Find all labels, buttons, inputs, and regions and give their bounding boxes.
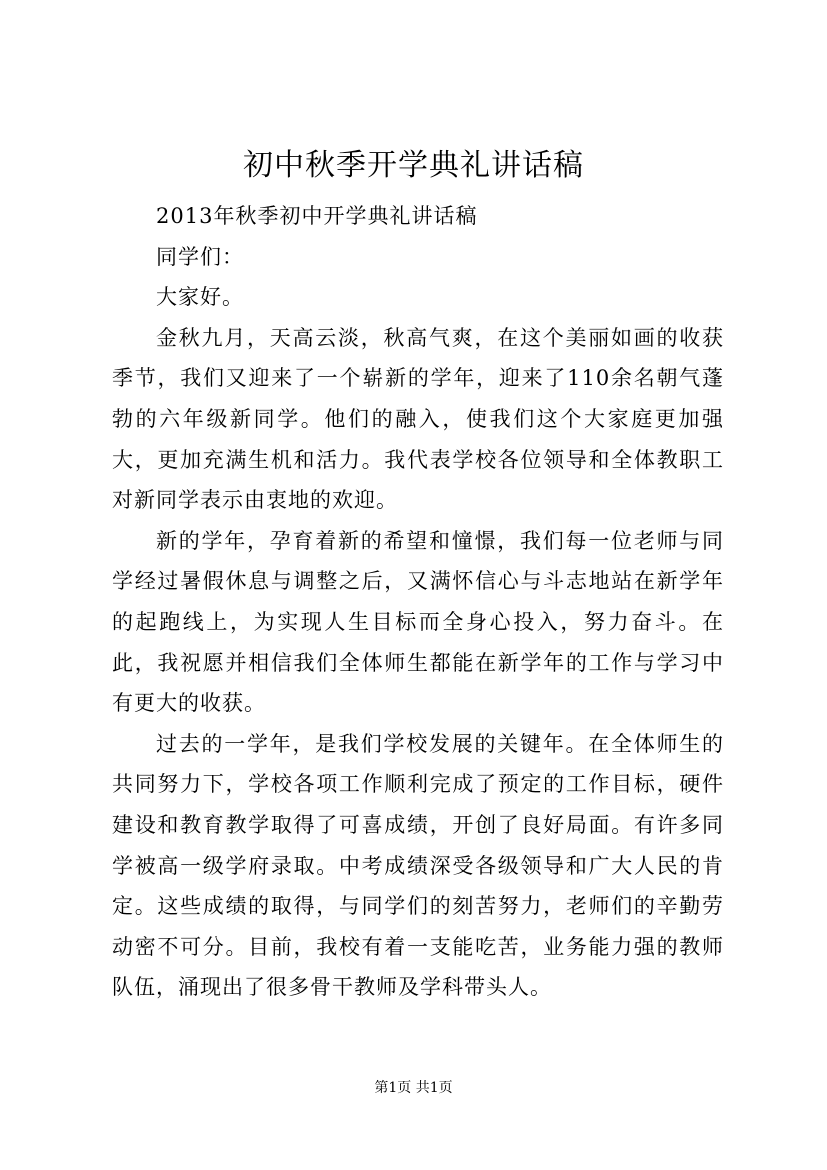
document-title: 初中秋季开学典礼讲话稿 [243, 148, 584, 183]
paragraph: 过去的一学年，是我们学校发展的关键年。在全体师生的共同努力下，学校各项工作顺利完成了预定的工作目标，硬件建设和教育教学取得了可喜成绩，开创了良好局面。有许多同学被高一级学府录取。中考成绩深受各级领导和广大人民的肯定。这些成绩的取得，与同学们的刻苦努力，老师们的辛勤劳动密不可分。目前，我校有着一支能吃苦，业务能力强的教师队伍，涌现出了很多骨干教师及学科带头人。 [112, 731, 724, 1000]
paragraph-greeting: 大家好。 [156, 285, 244, 310]
paragraph-salutation: 同学们： [156, 244, 244, 269]
document-body [112, 196, 724, 1008]
paragraph: 新的学年，孕育着新的希望和憧憬，我们每一位老师与同学经过暑假休息与调整之后，又满怀信心与斗志地站在新学年的起跑线上，为实现人生目标而全身心投入，努力奋斗。在此，我祝愿并相信我们全体师生都能在新学年的工作与学习中有更大的收获。 [112, 528, 724, 716]
paragraph: 金秋九月，天高云淡，秋高气爽，在这个美丽如画的收获季节，我们又迎来了一个崭新的学年，迎来了110余名朝气蓬勃的六年级新同学。他们的融入，使我们这个大家庭更加强大，更加充满生机和活力。我代表学校各位领导和全体教职工对新同学表示由衷地的欢迎。 [112, 325, 724, 513]
paragraph-subtitle: 2013年秋季初中开学典礼讲话稿 [156, 204, 478, 228]
page-footer: 第1页 共1页 [374, 1080, 453, 1096]
